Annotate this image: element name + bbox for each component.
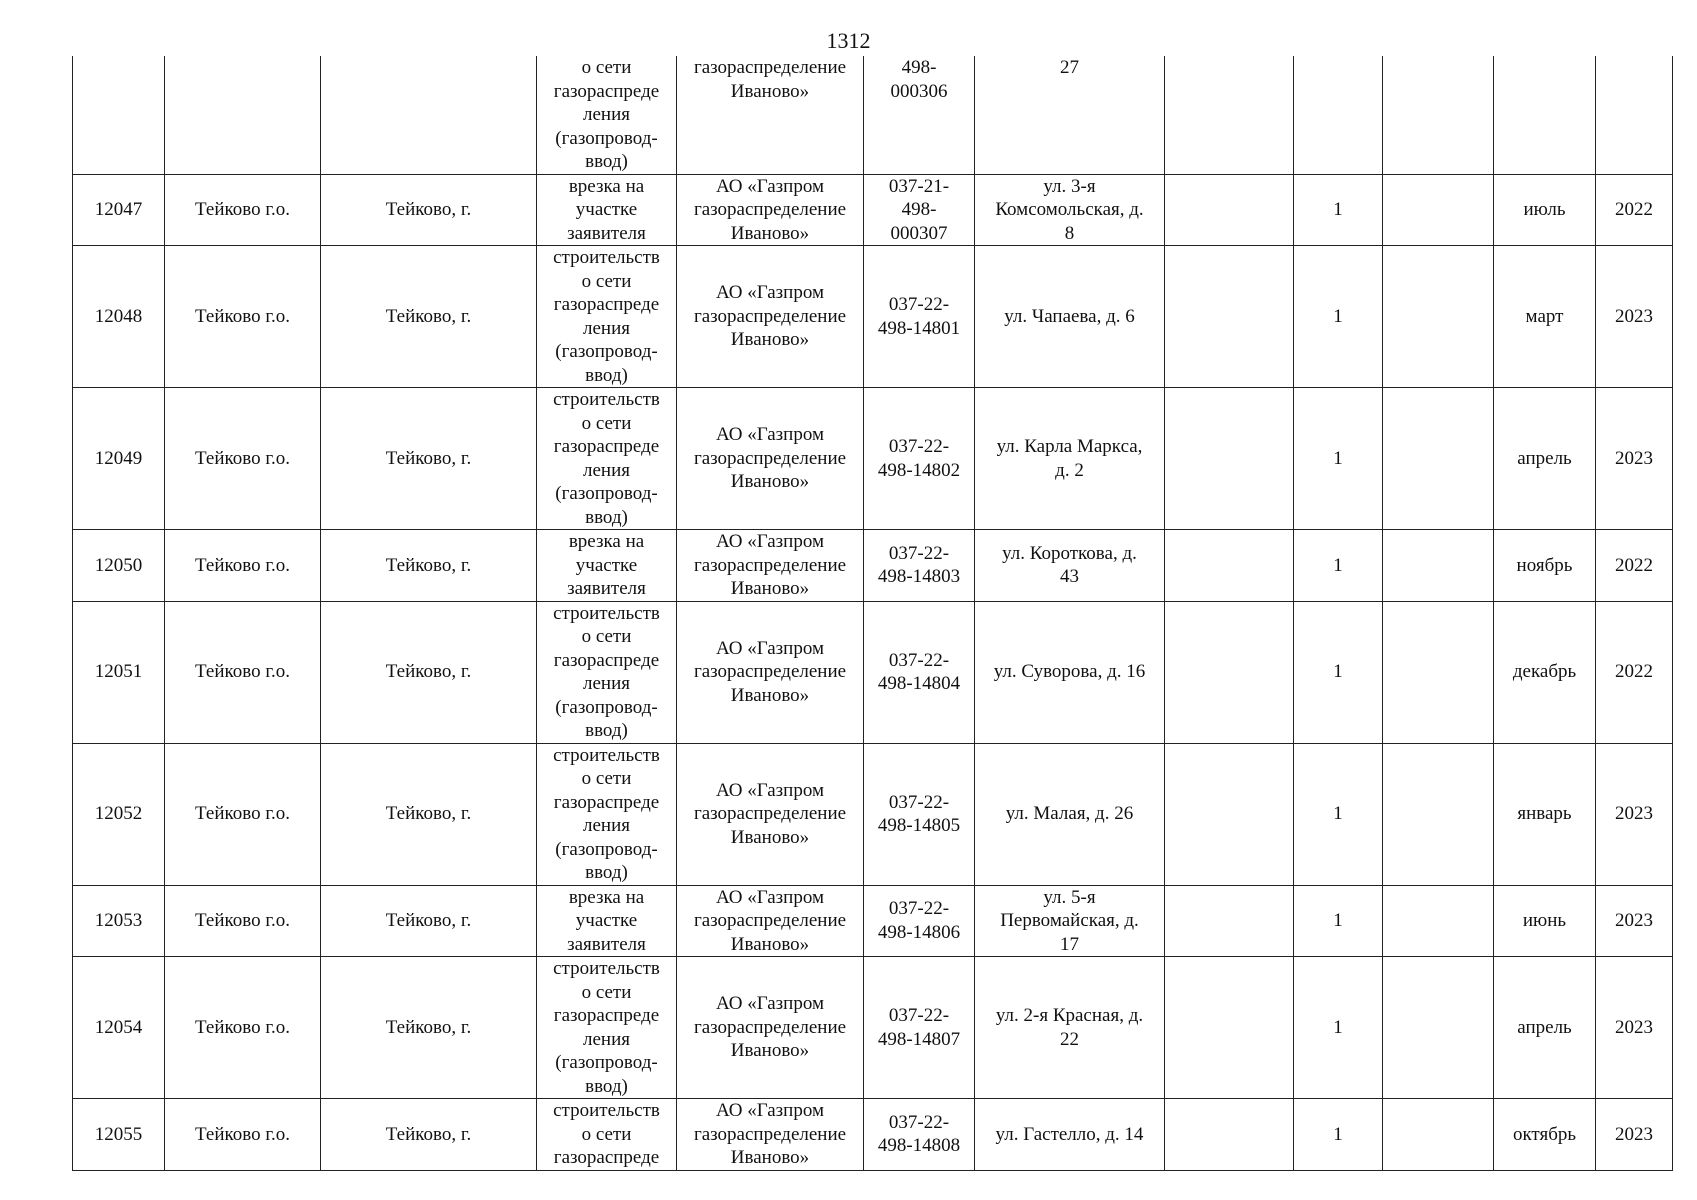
id-text: 12052 <box>94 803 143 825</box>
cell-organization <box>677 743 864 885</box>
cell-locality <box>321 885 537 957</box>
cell-empty <box>1165 885 1294 957</box>
cell-quantity <box>1294 1099 1383 1171</box>
cell-empty <box>1494 56 1596 174</box>
quantity-text: 1 <box>1333 910 1343 931</box>
address-text: ул. Чапаева, д. 6 <box>1004 305 1135 327</box>
cell-locality <box>321 388 537 530</box>
work-type-text: строительств о сети газораспреде ления (газопровод- ввод) <box>553 958 660 1097</box>
cell-empty <box>1165 246 1294 388</box>
cell-month <box>1494 1099 1596 1171</box>
code-text: 037-22- 498-14805 <box>877 791 961 836</box>
table-row <box>73 246 1673 388</box>
cell-locality <box>321 1099 537 1171</box>
code-text: 037-21- 498- 000307 <box>888 175 950 244</box>
year-text: 2023 <box>1615 1016 1653 1038</box>
cell-month <box>1494 174 1596 246</box>
cell-code <box>864 885 975 957</box>
cell-address <box>975 56 1165 174</box>
district-text: Тейково г.о. <box>195 1123 290 1145</box>
organization-text: АО «Газпром газораспределение Иваново» <box>693 779 847 848</box>
cell-address <box>975 743 1165 885</box>
cell-empty <box>1383 601 1494 743</box>
work-type-text: строительств о сети газораспреде <box>553 1100 660 1168</box>
cell-work-type <box>537 530 677 602</box>
cell-district <box>165 885 321 957</box>
cell-address <box>975 601 1165 743</box>
cell-code <box>864 1099 975 1171</box>
cell-empty <box>1165 743 1294 885</box>
cell-work-type: о сети газораспреде ления (газопровод- ввод) <box>537 56 677 174</box>
year-text: 2023 <box>1615 305 1653 327</box>
table-row <box>73 388 1673 530</box>
organization-text: АО «Газпром газораспределение Иваново» <box>693 993 847 1062</box>
organization-text: АО «Газпром газораспределение Иваново» <box>693 424 847 493</box>
cell-work-type <box>537 601 677 743</box>
year-text: 2023 <box>1615 1123 1653 1145</box>
cell-empty <box>1165 530 1294 602</box>
district-text: Тейково г.о. <box>195 305 290 327</box>
cell-code <box>864 601 975 743</box>
month-text: январь <box>1517 803 1572 825</box>
cell-empty <box>1165 1099 1294 1171</box>
cell-address <box>975 957 1165 1099</box>
quantity-text: 1 <box>1333 661 1343 683</box>
work-type-text: строительств о сети газораспреде ления (газопровод- ввод) <box>553 389 660 528</box>
cell-quantity <box>1294 957 1383 1099</box>
organization-text: АО «Газпром газораспределение Иваново» <box>693 1100 847 1168</box>
table-row <box>73 743 1673 885</box>
cell-empty <box>1165 388 1294 530</box>
id-text: 12051 <box>94 661 143 683</box>
cell-id <box>73 885 165 957</box>
cell-quantity <box>1294 388 1383 530</box>
cell-empty <box>1596 56 1673 174</box>
locality-text: Тейково, г. <box>385 1016 472 1038</box>
cell-quantity <box>1294 246 1383 388</box>
code-text: 037-22- 498-14803 <box>877 542 961 588</box>
cell-address <box>975 388 1165 530</box>
locality-text: Тейково, г. <box>385 803 472 825</box>
cell-empty <box>1294 56 1383 174</box>
month-text: июнь <box>1522 910 1567 931</box>
cell-locality <box>321 743 537 885</box>
cell-empty <box>1383 388 1494 530</box>
cell-organization <box>677 1099 864 1171</box>
month-text: октябрь <box>1512 1123 1577 1145</box>
month-text: март <box>1525 305 1564 327</box>
cell-code <box>864 174 975 246</box>
organization-text: АО «Газпром газораспределение Иваново» <box>693 886 847 955</box>
cell-empty <box>1165 174 1294 246</box>
month-text: июль <box>1523 199 1566 220</box>
code-text: 037-22- 498-14804 <box>877 649 961 694</box>
code-text: 498- 000306 <box>890 57 948 102</box>
work-type-text: врезка на участке заявителя <box>567 175 646 244</box>
cell-organization <box>677 388 864 530</box>
cell-organization <box>677 601 864 743</box>
locality-text: Тейково, г. <box>385 447 472 469</box>
cell-organization <box>677 246 864 388</box>
cell-district <box>165 601 321 743</box>
cell-year <box>1596 174 1673 246</box>
cell-id <box>73 388 165 530</box>
cell-district <box>165 743 321 885</box>
district-text: Тейково г.о. <box>195 910 290 931</box>
cell-month <box>1494 601 1596 743</box>
cell-locality <box>321 174 537 246</box>
address-text: ул. Карла Маркса, д. 2 <box>996 436 1143 481</box>
month-text: апрель <box>1517 447 1572 469</box>
cell-code <box>864 743 975 885</box>
cell-empty <box>1165 957 1294 1099</box>
cell-id <box>73 1099 165 1171</box>
cell-empty <box>1383 1099 1494 1171</box>
table-row <box>73 885 1673 957</box>
cell-organization <box>677 957 864 1099</box>
year-text: 2022 <box>1615 661 1653 683</box>
cell-organization <box>677 885 864 957</box>
locality-text: Тейково, г. <box>385 554 472 576</box>
locality-text: Тейково, г. <box>385 910 472 931</box>
cell-empty <box>1383 530 1494 602</box>
cell-quantity <box>1294 530 1383 602</box>
table-row <box>73 56 1673 174</box>
cell-address <box>975 885 1165 957</box>
locality-text: Тейково, г. <box>385 199 472 220</box>
cell-organization <box>677 56 864 174</box>
quantity-text: 1 <box>1333 199 1343 220</box>
cell-work-type <box>537 743 677 885</box>
cell-code <box>864 388 975 530</box>
month-text: ноябрь <box>1516 554 1573 576</box>
cell-month <box>1494 246 1596 388</box>
table-row <box>73 174 1673 246</box>
cell-quantity <box>1294 174 1383 246</box>
month-text: апрель <box>1517 1016 1572 1038</box>
cell-locality <box>321 601 537 743</box>
cell-empty <box>321 56 537 174</box>
code-text: 037-22- 498-14802 <box>877 436 961 481</box>
cell-address <box>975 174 1165 246</box>
district-text: Тейково г.о. <box>195 1016 290 1038</box>
cell-year <box>1596 743 1673 885</box>
work-type-text: строительств о сети газораспреде ления (газопровод- ввод) <box>553 744 660 883</box>
cell-code <box>864 246 975 388</box>
id-text: 12054 <box>94 1016 143 1038</box>
cell-work-type <box>537 1099 677 1171</box>
organization-text: АО «Газпром газораспределение Иваново» <box>693 282 847 351</box>
cell-month <box>1494 885 1596 957</box>
cell-id <box>73 246 165 388</box>
cell-district <box>165 530 321 602</box>
locality-text: Тейково, г. <box>385 305 472 327</box>
locality-text: Тейково, г. <box>385 1123 472 1145</box>
cell-id <box>73 743 165 885</box>
cell-year <box>1596 246 1673 388</box>
locality-text: Тейково, г. <box>385 661 472 683</box>
cell-empty <box>73 56 165 174</box>
cell-month <box>1494 388 1596 530</box>
address-text: ул. Суворова, д. 16 <box>993 661 1146 683</box>
year-text: 2022 <box>1615 554 1653 576</box>
cell-district <box>165 1099 321 1171</box>
cell-empty <box>1165 56 1294 174</box>
address-text: ул. Короткова, д. 43 <box>1002 542 1137 588</box>
organization-text: АО «Газпром газораспределение Иваново» <box>693 531 847 599</box>
cell-year <box>1596 1099 1673 1171</box>
table-row <box>73 530 1673 602</box>
cell-empty <box>1383 957 1494 1099</box>
quantity-text: 1 <box>1333 554 1343 576</box>
quantity-text: 1 <box>1333 447 1343 469</box>
year-text: 2023 <box>1615 910 1653 931</box>
cell-organization <box>677 174 864 246</box>
cell-year <box>1596 530 1673 602</box>
cell-year <box>1596 601 1673 743</box>
cell-organization <box>677 530 864 602</box>
table-row <box>73 1099 1673 1171</box>
cell-work-type <box>537 174 677 246</box>
cell-id <box>73 530 165 602</box>
cell-year <box>1596 388 1673 530</box>
id-text: 12055 <box>94 1123 143 1145</box>
address-text: ул. Гастелло, д. 14 <box>995 1123 1144 1145</box>
cell-work-type <box>537 388 677 530</box>
work-type-text: врезка на участке заявителя <box>567 886 646 955</box>
table-row <box>73 601 1673 743</box>
district-text: Тейково г.о. <box>195 199 290 220</box>
quantity-text: 1 <box>1333 1123 1343 1145</box>
organization-text: АО «Газпром газораспределение Иваново» <box>693 637 847 706</box>
cell-month <box>1494 957 1596 1099</box>
code-text: 037-22- 498-14806 <box>877 898 961 943</box>
cell-quantity <box>1294 743 1383 885</box>
cell-year <box>1596 957 1673 1099</box>
cell-empty <box>1383 885 1494 957</box>
cell-work-type <box>537 957 677 1099</box>
cell-district <box>165 246 321 388</box>
cell-district <box>165 388 321 530</box>
id-text: 12048 <box>94 305 143 327</box>
cell-work-type <box>537 885 677 957</box>
cell-empty <box>1383 743 1494 885</box>
cell-empty <box>1383 56 1494 174</box>
year-text: 2023 <box>1615 447 1653 469</box>
quantity-text: 1 <box>1333 305 1343 327</box>
quantity-text: 1 <box>1333 803 1343 825</box>
organization-text: АО «Газпром газораспределение Иваново» <box>693 175 847 244</box>
cell-address <box>975 1099 1165 1171</box>
cell-empty <box>1383 174 1494 246</box>
cell-year <box>1596 885 1673 957</box>
code-text: 037-22- 498-14801 <box>877 294 961 339</box>
table-row <box>73 957 1673 1099</box>
work-type-text: строительств о сети газораспреде ления (газопровод- ввод) <box>553 247 660 386</box>
cell-id <box>73 957 165 1099</box>
district-text: Тейково г.о. <box>195 803 290 825</box>
work-type-text: строительств о сети газораспреде ления (газопровод- ввод) <box>553 602 660 741</box>
cell-quantity <box>1294 885 1383 957</box>
cell-district <box>165 957 321 1099</box>
cell-work-type <box>537 246 677 388</box>
cell-address <box>975 246 1165 388</box>
district-text: Тейково г.о. <box>195 661 290 683</box>
cell-address <box>975 530 1165 602</box>
id-text: 12047 <box>94 199 143 220</box>
year-text: 2023 <box>1615 803 1653 825</box>
cell-district <box>165 174 321 246</box>
cell-empty <box>165 56 321 174</box>
cell-empty <box>1383 246 1494 388</box>
cell-quantity <box>1294 601 1383 743</box>
organization-text: газораспределение Иваново» <box>693 57 847 102</box>
cell-month <box>1494 530 1596 602</box>
id-text: 12050 <box>94 554 143 576</box>
data-table <box>72 56 1673 1171</box>
id-text: 12049 <box>94 447 143 469</box>
page-number: 1312 <box>826 28 871 53</box>
year-text: 2022 <box>1615 199 1653 220</box>
month-text: декабрь <box>1512 661 1577 683</box>
cell-code <box>864 56 975 174</box>
address-text: 27 <box>1060 57 1079 78</box>
work-type-text: врезка на участке заявителя <box>567 531 646 599</box>
address-text: ул. 2-я Красная, д. 22 <box>995 1005 1144 1050</box>
address-text: ул. 5-я Первомайская, д. 17 <box>1000 886 1139 955</box>
cell-month <box>1494 743 1596 885</box>
cell-empty <box>1165 601 1294 743</box>
code-text: 037-22- 498-14808 <box>877 1111 961 1157</box>
cell-id <box>73 174 165 246</box>
cell-id <box>73 601 165 743</box>
code-text: 037-22- 498-14807 <box>877 1005 961 1050</box>
address-text: ул. Малая, д. 26 <box>1005 803 1134 825</box>
district-text: Тейково г.о. <box>195 554 290 576</box>
address-text: ул. 3-я Комсомольская, д. 8 <box>995 175 1144 244</box>
cell-locality <box>321 957 537 1099</box>
cell-locality <box>321 246 537 388</box>
cell-code <box>864 530 975 602</box>
cell-locality <box>321 530 537 602</box>
district-text: Тейково г.о. <box>195 447 290 469</box>
cell-code <box>864 957 975 1099</box>
quantity-text: 1 <box>1333 1016 1343 1038</box>
id-text: 12053 <box>94 910 143 931</box>
